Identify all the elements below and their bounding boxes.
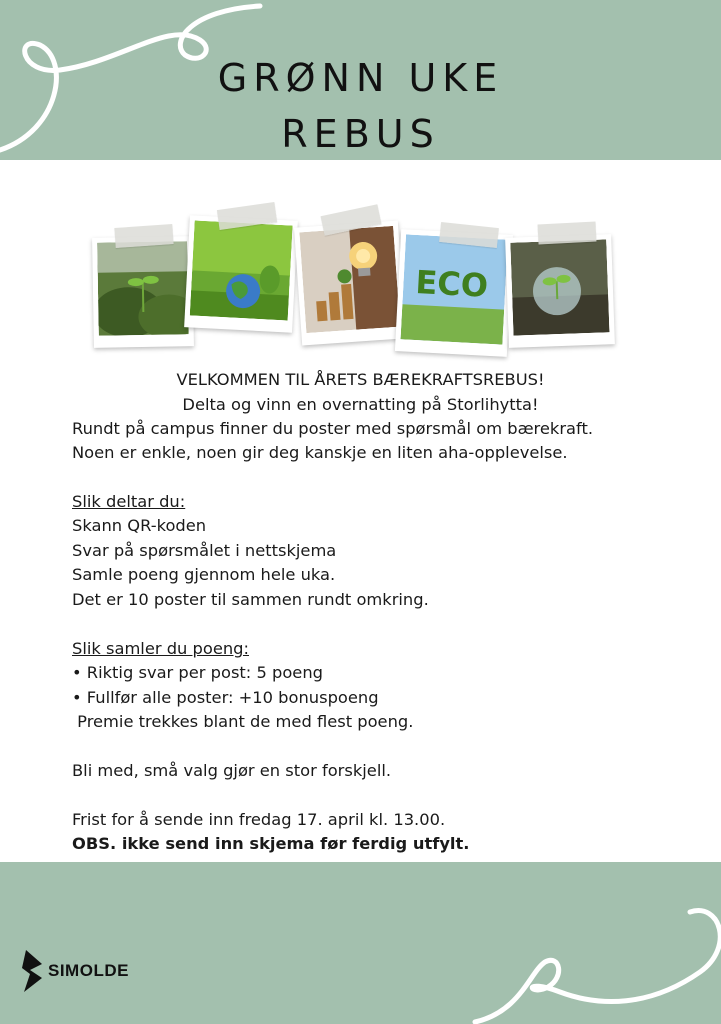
plant-in-glass-bulb-photo: [510, 239, 609, 335]
intro-description: Rundt på campus finner du poster med spørsmål om bærekraft.: [72, 419, 594, 438]
photo-lightbulb: [294, 221, 406, 346]
points-heading: Slik samler du poeng:: [72, 639, 249, 658]
participate-heading: Slik deltar du:: [72, 492, 186, 511]
swirl-decoration-bottom: [0, 862, 721, 1024]
participate-step: Det er 10 poster til sammen rundt omkring.: [72, 590, 429, 609]
photo-globe: [184, 215, 298, 332]
lightbulb-coins-photo: [299, 226, 400, 333]
page-title-line2: REBUS: [281, 112, 440, 156]
photo-glass-bulb: [505, 234, 615, 348]
footer-band: [0, 862, 721, 1024]
intro-heading: VELKOMMEN TIL ÅRETS BÆREKRAFTSREBUS!: [176, 370, 545, 389]
participate-step: Skann QR-koden: [72, 516, 207, 535]
simolde-logo: [22, 950, 129, 992]
tape-strip: [538, 221, 597, 244]
slogan: Bli med, små valg gjør en stor forskjell.: [72, 761, 392, 780]
notice: OBS. ikke send inn skjema før ferdig utfylt.: [72, 834, 470, 853]
participate-step: Samle poeng gjennom hele uka.: [72, 565, 336, 584]
participate-step: Svar på spørsmålet i nettskjema: [72, 541, 337, 560]
eco-letters-photo: [401, 234, 508, 344]
points-item: • Riktig svar per post: 5 poeng: [72, 663, 323, 682]
simolde-logo-icon: [22, 950, 44, 992]
photo-eco: [395, 229, 513, 357]
page-title-line1: GRØNN UKE: [217, 56, 504, 100]
seedling-moss-photo: [97, 241, 189, 336]
globe-on-grass-photo: [190, 221, 293, 321]
logo-text: SIMOLDE: [48, 961, 129, 980]
points-item: Premie trekkes blant de med flest poeng.: [72, 712, 414, 731]
intro-description-2: Noen er enkle, noen gir deg kanskje en liten aha-opplevelse.: [72, 443, 568, 462]
intro-prize: Delta og vinn en overnatting på Storlihytta!: [182, 395, 539, 414]
tape-strip: [114, 224, 173, 248]
points-item: • Fullfør alle poster: +10 bonuspoeng: [72, 688, 379, 707]
svg-text:ECO: ECO: [414, 262, 489, 305]
photo-seedling: [92, 236, 194, 348]
deadline: Frist for å sende inn fredag 17. april kl. 13.00.: [72, 810, 446, 829]
